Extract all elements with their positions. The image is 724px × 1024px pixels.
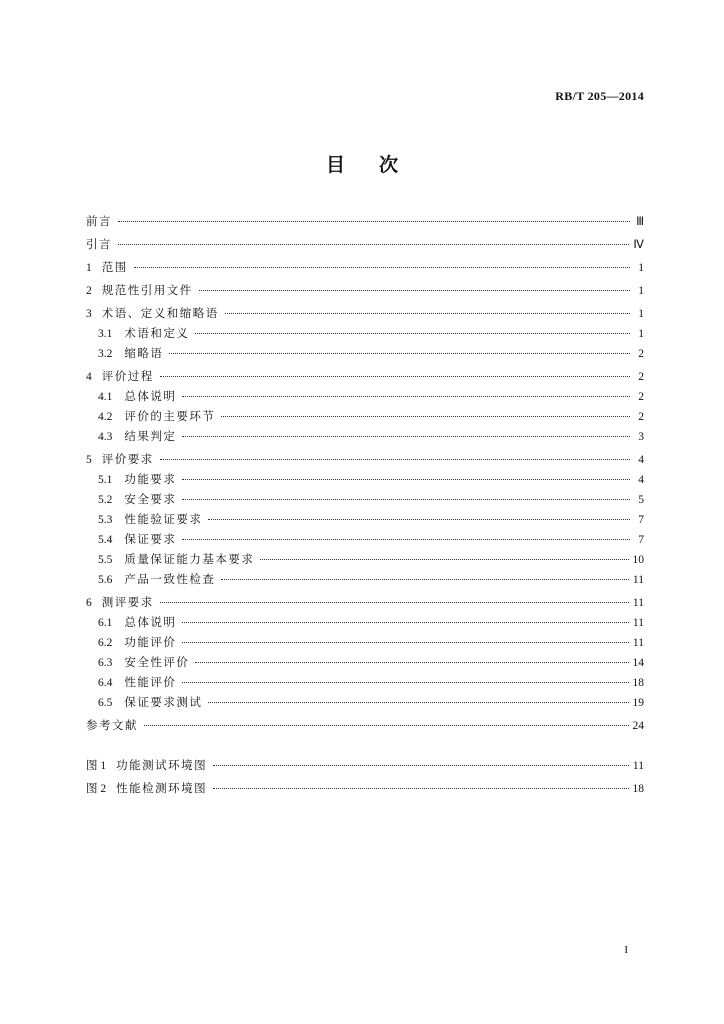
toc-leader-dots — [118, 220, 630, 222]
toc-entry-page: 2 — [638, 411, 644, 423]
toc-entry-page: 1 — [638, 285, 644, 297]
toc-entry-label: 测评要求 — [101, 595, 154, 609]
toc-entry-label: 功能要求 — [124, 472, 177, 486]
toc-leader-dots — [208, 518, 630, 520]
toc-entry-page: 1 — [638, 328, 644, 340]
toc-entry-number: 5.6 — [98, 574, 113, 586]
toc-entry-number: 5.3 — [98, 514, 113, 526]
toc-leader-dots — [134, 266, 630, 268]
toc-leader-dots — [260, 558, 628, 560]
toc-entry-page: 1 — [638, 262, 644, 274]
toc-entry-label: 性能检测环境图 — [116, 781, 208, 795]
toc-entry-number: 4.2 — [98, 411, 113, 423]
toc-entry[interactable] — [86, 652, 644, 672]
toc-leader-dots — [225, 312, 630, 314]
toc-entry-page: 3 — [638, 431, 644, 443]
toc-entry-page: Ⅳ — [633, 239, 644, 251]
toc-leader-dots — [160, 458, 630, 460]
toc-entry-number: 3.1 — [98, 328, 113, 340]
toc-entry-label: 功能评价 — [124, 635, 177, 649]
toc-entry-number: 图 1 — [86, 760, 107, 772]
toc-entry-page: 11 — [632, 597, 644, 609]
toc-entry-number: 6.2 — [98, 637, 113, 649]
toc-entry-number: 3 — [86, 308, 92, 320]
toc-entry-page: 18 — [632, 677, 644, 689]
toc-entry-label: 性能评价 — [124, 675, 177, 689]
toc-entry-label: 术语、定义和缩略语 — [101, 306, 219, 320]
toc-entry-page: 11 — [632, 760, 644, 772]
toc-entry-page: 2 — [638, 391, 644, 403]
toc-entry[interactable] — [86, 612, 644, 632]
toc-leader-dots — [182, 435, 630, 437]
toc-leader-dots — [221, 415, 630, 417]
toc-entry-number: 6.5 — [98, 697, 113, 709]
toc-entry-page: 14 — [632, 657, 644, 669]
toc-entry-label: 术语和定义 — [124, 326, 190, 340]
toc-entry[interactable] — [86, 549, 644, 569]
toc-entry[interactable] — [86, 592, 644, 612]
toc-entry-label: 安全性评价 — [124, 655, 190, 669]
toc-entry-number: 图 2 — [86, 783, 107, 795]
toc-leader-dots — [182, 395, 630, 397]
toc-entry[interactable] — [86, 449, 644, 469]
toc-entry[interactable] — [86, 323, 644, 343]
toc-entry-number: 2 — [86, 285, 92, 297]
toc-entry[interactable] — [86, 426, 644, 446]
toc-leader-dots — [169, 352, 630, 354]
toc-entry[interactable] — [86, 692, 644, 712]
toc-entry-label: 前言 — [86, 214, 112, 228]
toc-entry[interactable] — [86, 509, 644, 529]
toc-entry-page: Ⅲ — [636, 216, 644, 228]
toc-entry-number: 5 — [86, 454, 92, 466]
toc-entry-label: 安全要求 — [124, 492, 177, 506]
toc-entry-label: 总体说明 — [124, 615, 177, 629]
toc-entry-label: 结果判定 — [124, 429, 177, 443]
toc-entry-number: 5.5 — [98, 554, 113, 566]
toc-entry-page: 4 — [638, 454, 644, 466]
toc-entry-label: 性能验证要求 — [124, 512, 203, 526]
toc-entry[interactable] — [86, 343, 644, 363]
toc-entry-number: 4 — [86, 371, 92, 383]
toc-entry-label: 保证要求测试 — [124, 695, 203, 709]
toc-entry-page: 2 — [638, 348, 644, 360]
toc-entry[interactable] — [86, 672, 644, 692]
toc-entry-number: 6.3 — [98, 657, 113, 669]
toc-entry-label: 功能测试环境图 — [116, 758, 208, 772]
toc-entry[interactable] — [86, 257, 644, 277]
toc-entry-page: 4 — [638, 474, 644, 486]
toc-entry-page: 11 — [632, 574, 644, 586]
toc-entry-page: 11 — [632, 637, 644, 649]
toc-entry[interactable] — [86, 469, 644, 489]
toc-entry[interactable] — [86, 366, 644, 386]
toc-entry-label: 总体说明 — [124, 389, 177, 403]
toc-entry[interactable] — [86, 529, 644, 549]
toc-leader-dots — [195, 661, 628, 663]
toc-leader-dots — [144, 724, 629, 726]
toc-entry-number: 5.2 — [98, 494, 113, 506]
toc-entry[interactable] — [86, 778, 644, 798]
toc-entry-page: 18 — [632, 783, 644, 795]
toc-leader-dots — [160, 375, 630, 377]
toc-leader-dots — [160, 601, 629, 603]
toc-entry-label: 产品一致性检查 — [124, 572, 216, 586]
toc-leader-dots — [221, 578, 629, 580]
toc-leader-dots — [195, 332, 630, 334]
toc-entry[interactable] — [86, 715, 644, 735]
toc-entry-page: 24 — [632, 720, 644, 732]
page-title: 目次 — [325, 154, 432, 176]
toc-entry-number: 4.3 — [98, 431, 113, 443]
toc-entry[interactable] — [86, 406, 644, 426]
toc-entry-number: 6.4 — [98, 677, 113, 689]
toc-entry-label: 保证要求 — [124, 532, 177, 546]
toc-entry[interactable] — [86, 303, 644, 323]
page-number: I — [624, 944, 628, 956]
toc-entry-number: 5.4 — [98, 534, 113, 546]
toc-entry-number: 3.2 — [98, 348, 113, 360]
toc-entry-page: 1 — [638, 308, 644, 320]
toc-entry[interactable] — [86, 211, 644, 231]
toc-entry-label: 质量保证能力基本要求 — [124, 552, 255, 566]
toc-leader-dots — [182, 641, 629, 643]
toc-entry-number: 4.1 — [98, 391, 113, 403]
toc-entry-number: 5.1 — [98, 474, 113, 486]
toc-entry-label: 参考文献 — [86, 718, 138, 732]
toc-entry-label: 评价过程 — [101, 369, 154, 383]
toc-leader-dots — [182, 538, 630, 540]
toc-entry-page: 7 — [638, 514, 644, 526]
toc-entry[interactable] — [86, 489, 644, 509]
toc-entry-page: 10 — [632, 554, 644, 566]
toc-leader-dots — [208, 701, 628, 703]
toc-leader-dots — [182, 681, 628, 683]
toc-entry-label: 范围 — [101, 260, 128, 274]
toc-entry-number: 1 — [86, 262, 92, 274]
toc-entry[interactable] — [86, 755, 644, 775]
table-of-contents — [86, 208, 644, 798]
toc-leader-dots — [199, 289, 630, 291]
toc-entry-number: 6.1 — [98, 617, 113, 629]
toc-entry[interactable] — [86, 569, 644, 589]
toc-entry-page: 5 — [638, 494, 644, 506]
toc-entry-page: 11 — [632, 617, 644, 629]
toc-entry-page: 2 — [638, 371, 644, 383]
toc-entry-label: 缩略语 — [124, 346, 164, 360]
toc-entry-label: 评价要求 — [101, 452, 154, 466]
toc-entry-label: 评价的主要环节 — [124, 409, 216, 423]
toc-entry-label: 规范性引用文件 — [101, 283, 193, 297]
toc-entry[interactable] — [86, 632, 644, 652]
toc-leader-dots — [182, 478, 630, 480]
toc-entry[interactable] — [86, 234, 644, 254]
document-code: RB/T 205—2014 — [555, 89, 644, 103]
toc-entry[interactable] — [86, 386, 644, 406]
toc-entry[interactable] — [86, 280, 644, 300]
toc-leader-dots — [118, 243, 629, 245]
toc-leader-dots — [182, 621, 629, 623]
toc-leader-dots — [182, 498, 630, 500]
toc-leader-dots — [213, 764, 629, 766]
toc-entry-page: 7 — [638, 534, 644, 546]
toc-entry-label: 引言 — [86, 237, 112, 251]
toc-entry-page: 19 — [632, 697, 644, 709]
toc-entry-number: 6 — [86, 597, 92, 609]
toc-leader-dots — [213, 787, 628, 789]
